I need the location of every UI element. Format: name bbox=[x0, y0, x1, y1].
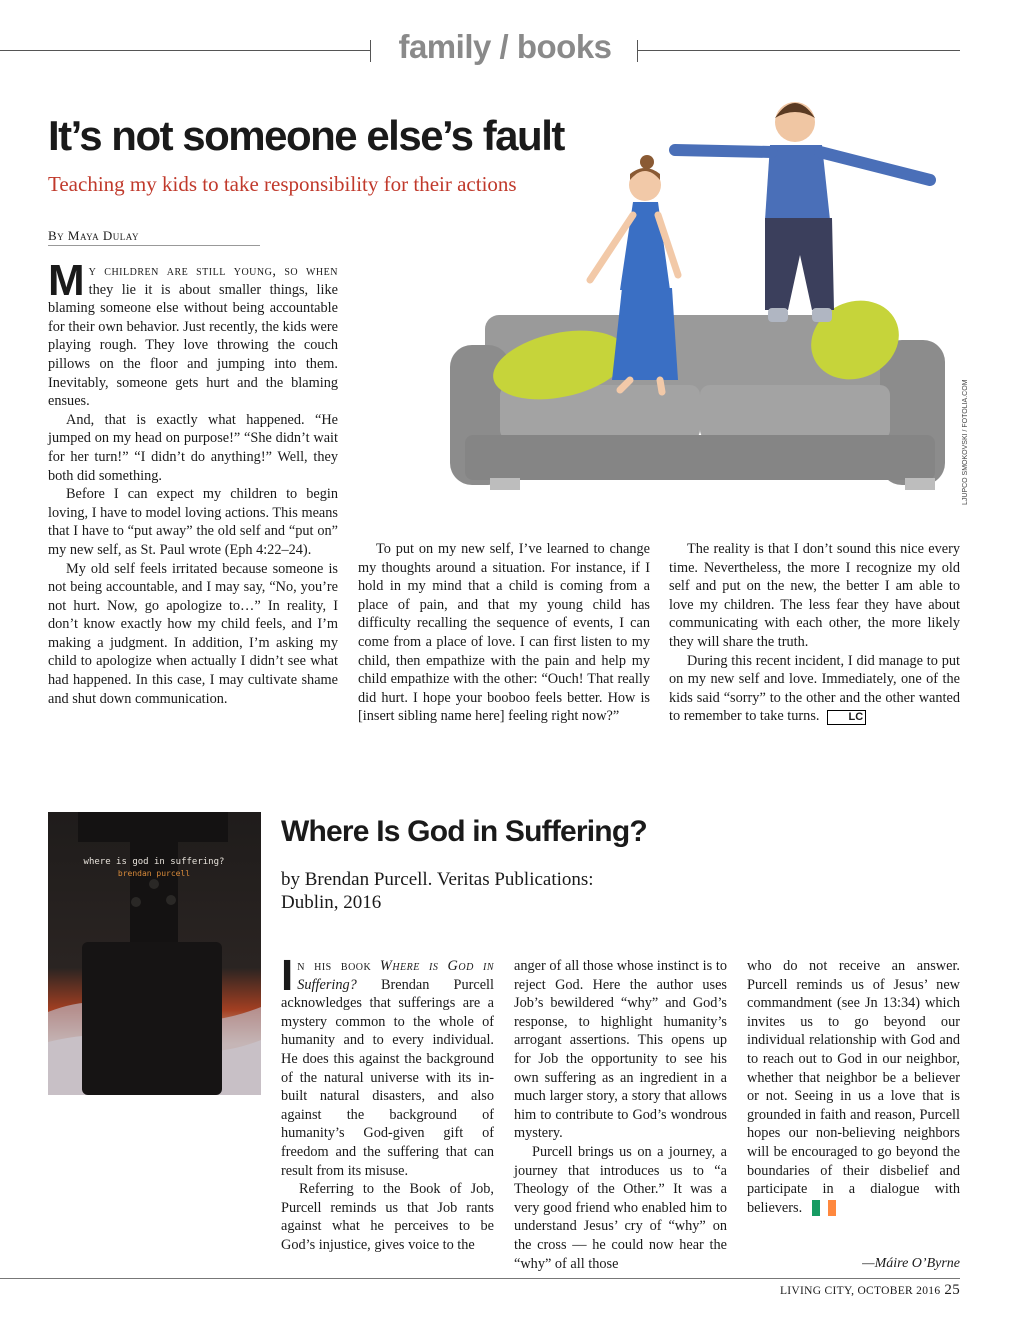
paragraph bbox=[281, 951, 494, 1180]
article2-column-1 bbox=[281, 951, 494, 1255]
photo-credit: LJUPCO SMOKOVSKI / FOTOLIA.COM bbox=[962, 379, 969, 505]
byline-rule bbox=[48, 245, 260, 246]
lead-book-title: Where is God in bbox=[379, 958, 494, 974]
paragraph-text: Brendan Purcell acknowledges that sufferings are a mystery common to the whole of humanity and to every individual. He does this against the background of the natural universe with its in-built natural disasters, and also against the background of humanity’s God-given gift of freedom and the suffering that can result from its misuse. bbox=[281, 976, 494, 1179]
page-footer bbox=[780, 1282, 960, 1299]
cover-title: where is god in suffering? bbox=[83, 857, 225, 867]
cover-author: brendan purcell bbox=[117, 869, 191, 878]
section-title: family / books bbox=[398, 28, 612, 65]
book-info: by Brendan Purcell. Veritas Publications: Dublin, 2016 bbox=[281, 869, 594, 913]
header-rule-left bbox=[0, 50, 370, 51]
dropcap: I bbox=[281, 951, 294, 1000]
paragraph: The reality is that I don’t sound this nice every time. Nevertheless, the more I recognize my old self and put on the new, the better I am able to love my children. The less fear they have about communicating with each other, the more likely they will share the truth. bbox=[669, 541, 960, 650]
review-signature: —Máire O’Byrne bbox=[862, 1256, 960, 1271]
sofa-base bbox=[465, 435, 935, 480]
paragraph bbox=[747, 957, 960, 1217]
paragraph: Purcell brings us on a journey, a journey that introduces us to “a Theology of the Other.” It was a very good friend who enabled him to understand Jesus’ cry of “why” on the cross — he could now hear the “why” of all those bbox=[514, 1143, 727, 1272]
header-rule-right bbox=[638, 50, 960, 51]
byline bbox=[48, 228, 139, 244]
review-title: Where Is God in Suffering? bbox=[281, 815, 647, 848]
paragraph bbox=[48, 256, 338, 411]
seat-cushion-right bbox=[700, 385, 890, 440]
book-cover-image bbox=[48, 812, 261, 1095]
sofa-leg bbox=[490, 478, 520, 490]
lead-smallcaps: n his book bbox=[297, 958, 372, 974]
header-tick-left bbox=[370, 40, 371, 62]
paragraph: And, that is exactly what happened. “He jumped on my head on purpose!” “She didn’t wait for her turn!” “I didn’t do anything!” Well, they both did something. bbox=[48, 411, 338, 484]
paragraph: Referring to the Book of Job, Purcell reminds us that Job rants against what he perceives to be God’s injustice, gives voice to the bbox=[281, 1181, 494, 1253]
byline-text: By Maya Dulay bbox=[48, 228, 139, 243]
lead-book-title-end: Suffering? bbox=[297, 976, 357, 993]
sofa-leg bbox=[905, 478, 935, 490]
paragraph bbox=[669, 652, 960, 726]
paragraph: My old self feels irritated because someone is not being accountable, and I may say, “No, you’re not hurt. Now, go apologize to…” In reality, I don’t know exactly how my child feels, and I’m making a judgment. In addition, I’m asking my child to apologize when actually I didn’t see what had happened. In this case, I may cultivate shame and shut down communication. bbox=[48, 560, 338, 707]
article2-column-3 bbox=[747, 957, 960, 1217]
kids-sofa-photo bbox=[440, 90, 960, 510]
end-mark-icon: LC bbox=[827, 710, 866, 725]
article-subtitle: Teaching my kids to take responsibility for their actions bbox=[48, 172, 517, 196]
lead-smallcaps: y children are still young, so when bbox=[88, 263, 338, 279]
footer-rule bbox=[0, 1278, 960, 1279]
paragraph-text: they lie it is about smaller things, like blaming someone else without being accountable for their own behavior. Just recently, the kids were playing rough. They love throwing the couch pillows on the floor and jumping into them. Inevitably, someone gets hurt and the blaming ensues. bbox=[48, 281, 338, 410]
header-tick-right bbox=[637, 40, 638, 62]
irish-flag-icon bbox=[810, 1200, 838, 1216]
paragraph: Before I can expect my children to begin loving, I have to model loving actions. This means that I have to “put away” the old self and “put on” my new self, as St. Paul wrote (Eph 4:22–24). bbox=[48, 486, 338, 558]
article2-column-2 bbox=[514, 957, 727, 1273]
paragraph: To put on my new self, I’ve learned to change my thoughts around a situation. For instance, if I hold in my mind that a child is coming from a place of pain, and that my young child has difficulty recalling the sequence of events, I can come from a place of love. I can first listen to my child, then empathize with the pain and help my child empathize with the other: “Ouch! That really did hurt. I hope your booboo feels better. How is [insert sibling name here] feeling right now?” bbox=[358, 541, 650, 725]
dropcap: M bbox=[48, 256, 85, 305]
article-title: It’s not someone else’s fault bbox=[48, 112, 564, 159]
paragraph: anger of all those whose instinct is to reject God. Here the author uses Job’s bewildered “why” and God’s response, to highlight humanity’s arrogant assertions. This opens up for Job the opportunity to see his own suffering as an ingredient in a much larger story, a story that allows him to contribute to God’s wondrous mystery. bbox=[514, 958, 727, 1142]
article1-column-2 bbox=[358, 540, 650, 726]
publication-name: LIVING CITY, OCTOBER 2016 bbox=[779, 1285, 941, 1297]
page-number: 25 bbox=[944, 1282, 960, 1298]
paragraph-text: who do not receive an answer. Purcell reminds us of Jesus’ new commandment (see Jn 13:34) which invites us to go beyond our individual relationship with God and to reach out to God in our neighbor, whether that neighbor be a believer or not. Seeing in us a love that is grounded in faith and reason, Purcell hopes our non-believing neighbors will be encouraged to go beyond the boundaries of their disbelief and participate in a dialogue with believers. bbox=[747, 958, 960, 1216]
article1-column-3 bbox=[669, 540, 960, 726]
article1-column-1 bbox=[48, 256, 338, 708]
paragraph-text: During this recent incident, I did manage to put on my new self and love. Immediately, one of the kids said “sorry” to the other and the other wanted to remember to take turns. bbox=[669, 652, 960, 725]
boy-figure bbox=[675, 102, 930, 322]
